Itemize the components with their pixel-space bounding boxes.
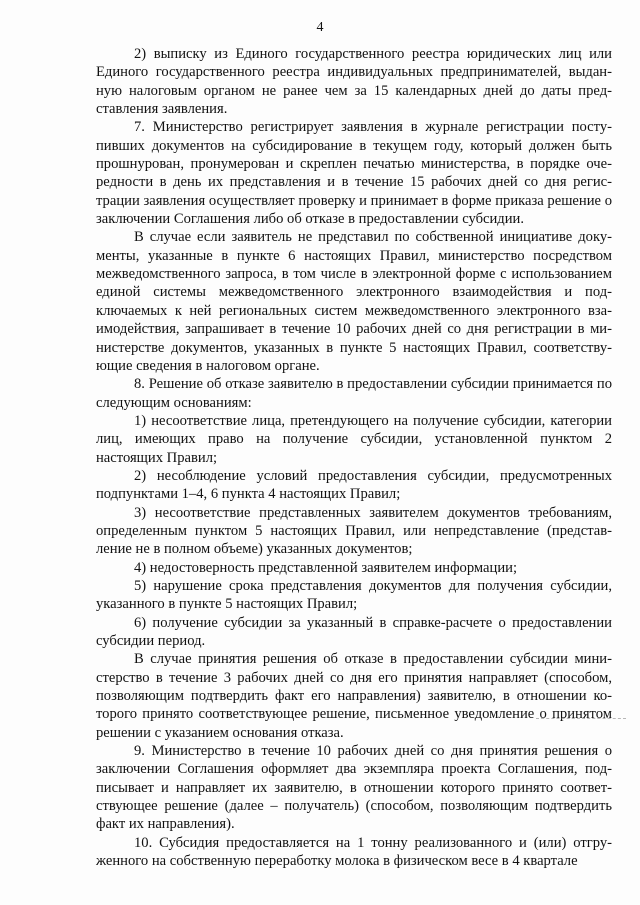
page-number: 4: [316, 20, 324, 35]
paragraph-refusal-notice: В случае принятия решения об отказе в предоставлении субсидии министерство в течение 3 рабочих дней со дня его принятия направляет (способом, позволяющим подтвердить факт его направления) заявителю, в отношении которого принято соответствующее решение, письменное уведомление о принятом решении с указанием основания отказа.: [96, 651, 612, 741]
paragraph-clause-7: 7. Министерство регистрирует заявления в журнале регистрации поступивших документов на субсидирование в текущем году, который должен быть прошнурован, пронумерован и скреплен печатью министерства, в порядке очередности в день их представления и в течение 15 рабочих дней со дня регистрации заявления осуществляет проверку и принимает в форме приказа решение о заключении Соглашения либо об отказе в предоставлении субсидии.: [96, 119, 612, 228]
document-body: [96, 45, 612, 870]
paragraph-ground-1: 1) несоответствие лица, претендующего на получение субсидии, категории лиц, имеющих право на получение субсидии, установленной пунктом 2 настоящих Правил;: [96, 412, 612, 466]
paragraph-ground-4: 4) недостоверность представленной заявителем информации;: [134, 559, 518, 576]
paragraph-ground-3: 3) несоответствие представленных заявителем документов требованиям, определенным пунктом 5 настоящих Правил, или непредставление (представление не в полном объеме) указанных документов;: [96, 504, 612, 558]
scan-artifact-line: [536, 718, 626, 720]
paragraph-item-2-extract: 2) выписку из Единого государственного реестра юридических лиц или Единого государственного реестра индивидуальных предпринимателей, выданную налоговым органом не ранее чем за 15 календарных дней до даты представления заявления.: [96, 46, 612, 118]
paragraph-ground-5: 5) нарушение срока представления документов для получения субсидии, указанного в пункте 5 настоящих Правил;: [96, 577, 612, 613]
paragraph-clause-8: 8. Решение об отказе заявителю в предоставлении субсидии принимается по следующим основаниям:: [96, 376, 612, 411]
paragraph-clause-9: 9. Министерство в течение 10 рабочих дней со дня принятия решения о заключении Соглашения оформляет два экземпляра проекта Соглашения, подписывает и направляет их заявителю, в отношении которого принято соответствующее решение (далее – получатель) (способом, позволяющим подтвердить факт их направления).: [96, 743, 612, 833]
paragraph-clause-7-interagency-request: В случае если заявитель не представил по собственной инициативе документы, указанные в пункте 6 настоящих Правил, министерство посредством межведомственного запроса, в том числе в электронной форме с использованием единой системы межведомственного электронного взаимодействия и подключаемых к ней региональных систем межведомственного электронного взаимодействия, запрашивает в течение 10 рабочих дней со дня регистрации в министерстве документов, указанных в пункте 5 настоящих Правил, соответствующие сведения в налоговом органе.: [96, 229, 612, 374]
paragraph-clause-10: 10. Субсидия предоставляется на 1 тонну реализованного и (или) отгруженного на собственную переработку молока в физическом весе в 4 квартале: [96, 834, 612, 870]
paragraph-ground-6: 6) получение субсидии за указанный в справке-расчете о предоставлении субсидии период.: [96, 614, 612, 649]
paragraph-ground-2: 2) несоблюдение условий предоставления субсидии, предусмотренных подпунктами 1–4, 6 пункта 4 настоящих Правил;: [96, 467, 612, 503]
